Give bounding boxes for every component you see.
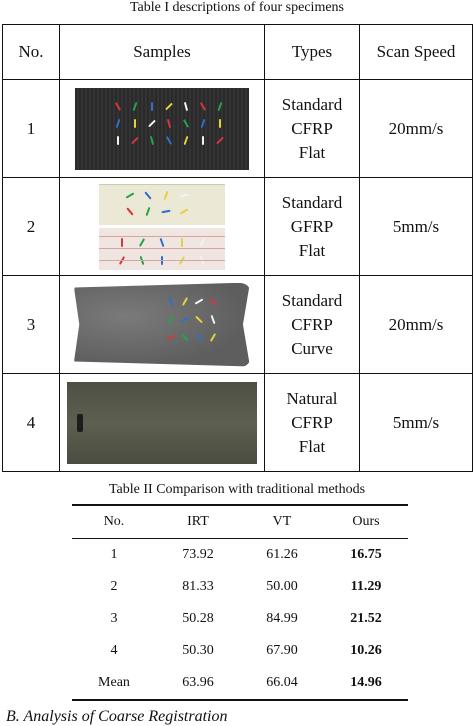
table1-row [3, 374, 473, 472]
vt-value: 67.90 [266, 643, 298, 658]
specimen-marker [216, 136, 224, 144]
row-label: 1 [110, 547, 118, 562]
specimen-marker [184, 135, 189, 144]
irt-value: 50.28 [182, 611, 214, 626]
sample-photo-cell [60, 374, 265, 472]
table1-row [3, 80, 473, 178]
gfrp-panel-front [99, 184, 225, 225]
table2-row [72, 571, 408, 603]
specimen-number: 4 [3, 374, 60, 472]
specimen-marker [115, 102, 121, 111]
specimen-marker [200, 102, 206, 111]
specimen-marker [151, 102, 153, 111]
specimen-marker [211, 314, 216, 323]
specimen-type [265, 374, 360, 472]
cfrp-curve-specimen-image [74, 283, 250, 367]
specimen-marker [148, 119, 156, 127]
table2-row [72, 635, 408, 667]
specimen-marker [167, 334, 176, 340]
specimen-label-mark [77, 414, 83, 432]
vt-value: 50.00 [266, 579, 298, 594]
table2-row [72, 539, 408, 572]
specimen-marker [219, 119, 221, 128]
irt-value: 81.33 [182, 579, 214, 594]
type-line: Flat [298, 436, 326, 456]
scan-speed: 5mm/s [360, 374, 473, 472]
specimen-marker [210, 333, 216, 342]
ours-value: 16.75 [350, 547, 382, 562]
type-line: Natural [286, 388, 338, 408]
specimen-marker [131, 136, 139, 144]
ours-value: 14.96 [324, 667, 408, 700]
specimen-marker [168, 315, 174, 324]
specimen-marker [184, 101, 188, 110]
specimen-marker [167, 118, 171, 127]
row-label: 3 [110, 611, 118, 626]
specimen-marker [126, 192, 135, 198]
specimen-marker [150, 135, 154, 144]
table1-header-samples: Samples [60, 25, 265, 80]
table1-header-no: No. [3, 25, 60, 80]
specimen-marker [161, 209, 170, 213]
specimen-number: 1 [3, 80, 60, 178]
specimens-table [2, 24, 473, 472]
ours-value: 21.52 [350, 611, 382, 626]
row-label: Mean [72, 667, 156, 700]
specimen-marker [134, 119, 136, 128]
specimen-marker [146, 206, 151, 215]
ours-value: 11.29 [350, 579, 382, 594]
vt-value: 84.99 [266, 611, 298, 626]
specimen-marker [126, 207, 133, 215]
specimen-marker [117, 136, 119, 145]
specimen-type [265, 80, 360, 178]
specimen-marker [181, 333, 189, 341]
specimen-marker [182, 297, 188, 306]
specimen-marker [169, 296, 174, 305]
table1-caption: Table I descriptions of four specimens [129, 0, 344, 15]
gfrp-grid-line [99, 248, 225, 249]
specimen-marker [201, 118, 206, 127]
type-line: GFRP [290, 216, 334, 236]
scan-speed: 5mm/s [360, 178, 473, 276]
specimen-marker [179, 193, 188, 197]
table2-header-no: No. [72, 505, 156, 539]
specimen-marker [181, 316, 190, 322]
ours-value: 10.26 [350, 643, 382, 658]
table1-header-types: Types [265, 25, 360, 80]
specimen-marker [218, 101, 223, 110]
type-line: Standard [281, 290, 343, 310]
specimen-marker [160, 237, 165, 246]
sample-photo-cell [60, 80, 265, 178]
table1-header-scan-speed: Scan Speed [360, 25, 473, 80]
natural-cfrp-specimen-image [67, 382, 257, 464]
specimen-marker [199, 238, 205, 247]
sample-photo-cell [60, 178, 265, 276]
specimen-marker [183, 119, 189, 128]
specimen-marker [209, 297, 217, 305]
specimen-marker [202, 136, 204, 145]
section-heading: B. Analysis of Coarse Registration [6, 708, 228, 725]
gfrp-flat-specimen-image [99, 184, 225, 270]
specimen-marker [116, 118, 121, 127]
vt-value: 66.04 [240, 667, 324, 700]
specimen-marker [133, 101, 138, 110]
type-line: CFRP [291, 314, 333, 334]
type-line: CFRP [291, 118, 333, 138]
table2-caption: Table II Comparison with traditional methods [108, 482, 366, 497]
specimen-number: 3 [3, 276, 60, 374]
specimen-marker [164, 190, 169, 199]
irt-value: 73.92 [182, 547, 214, 562]
table2-header-irt: IRT [156, 505, 240, 539]
table2-row [72, 667, 408, 700]
row-label: 4 [110, 643, 118, 658]
table2-header-ours: Ours [324, 505, 408, 539]
row-label: 2 [110, 579, 118, 594]
vt-value: 61.26 [266, 547, 298, 562]
specimen-marker [195, 298, 204, 304]
irt-value: 50.30 [182, 643, 214, 658]
gfrp-grid-line [99, 236, 225, 237]
specimen-marker [139, 238, 145, 247]
specimen-marker [121, 238, 123, 247]
table1-row [3, 178, 473, 276]
sample-photo-cell [60, 276, 265, 374]
specimen-type [265, 178, 360, 276]
specimen-marker [166, 136, 172, 145]
specimen-marker [197, 332, 202, 341]
table2-header-row [72, 505, 408, 539]
specimen-type [265, 276, 360, 374]
table2-row [72, 603, 408, 635]
type-line: CFRP [291, 412, 333, 432]
specimen-marker [195, 315, 203, 323]
irt-value: 63.96 [156, 667, 240, 700]
gfrp-grid-line [99, 260, 225, 261]
specimen-marker [144, 191, 151, 199]
type-line: Standard [281, 94, 343, 114]
gfrp-panel-back [99, 228, 225, 270]
type-line: Curve [291, 338, 333, 358]
specimen-marker [180, 208, 189, 214]
specimen-number: 2 [3, 178, 60, 276]
specimen-marker [165, 102, 173, 110]
type-line: Flat [298, 240, 326, 260]
specimen-marker [181, 238, 183, 247]
table1-header-row [3, 25, 473, 80]
scan-speed: 20mm/s [360, 276, 473, 374]
type-line: Flat [298, 142, 326, 162]
table1-row [3, 276, 473, 374]
scan-speed: 20mm/s [360, 80, 473, 178]
comparison-table [72, 504, 408, 701]
cfrp-flat-specimen-image [75, 88, 249, 170]
type-line: Standard [281, 192, 343, 212]
table2-header-vt: VT [240, 505, 324, 539]
